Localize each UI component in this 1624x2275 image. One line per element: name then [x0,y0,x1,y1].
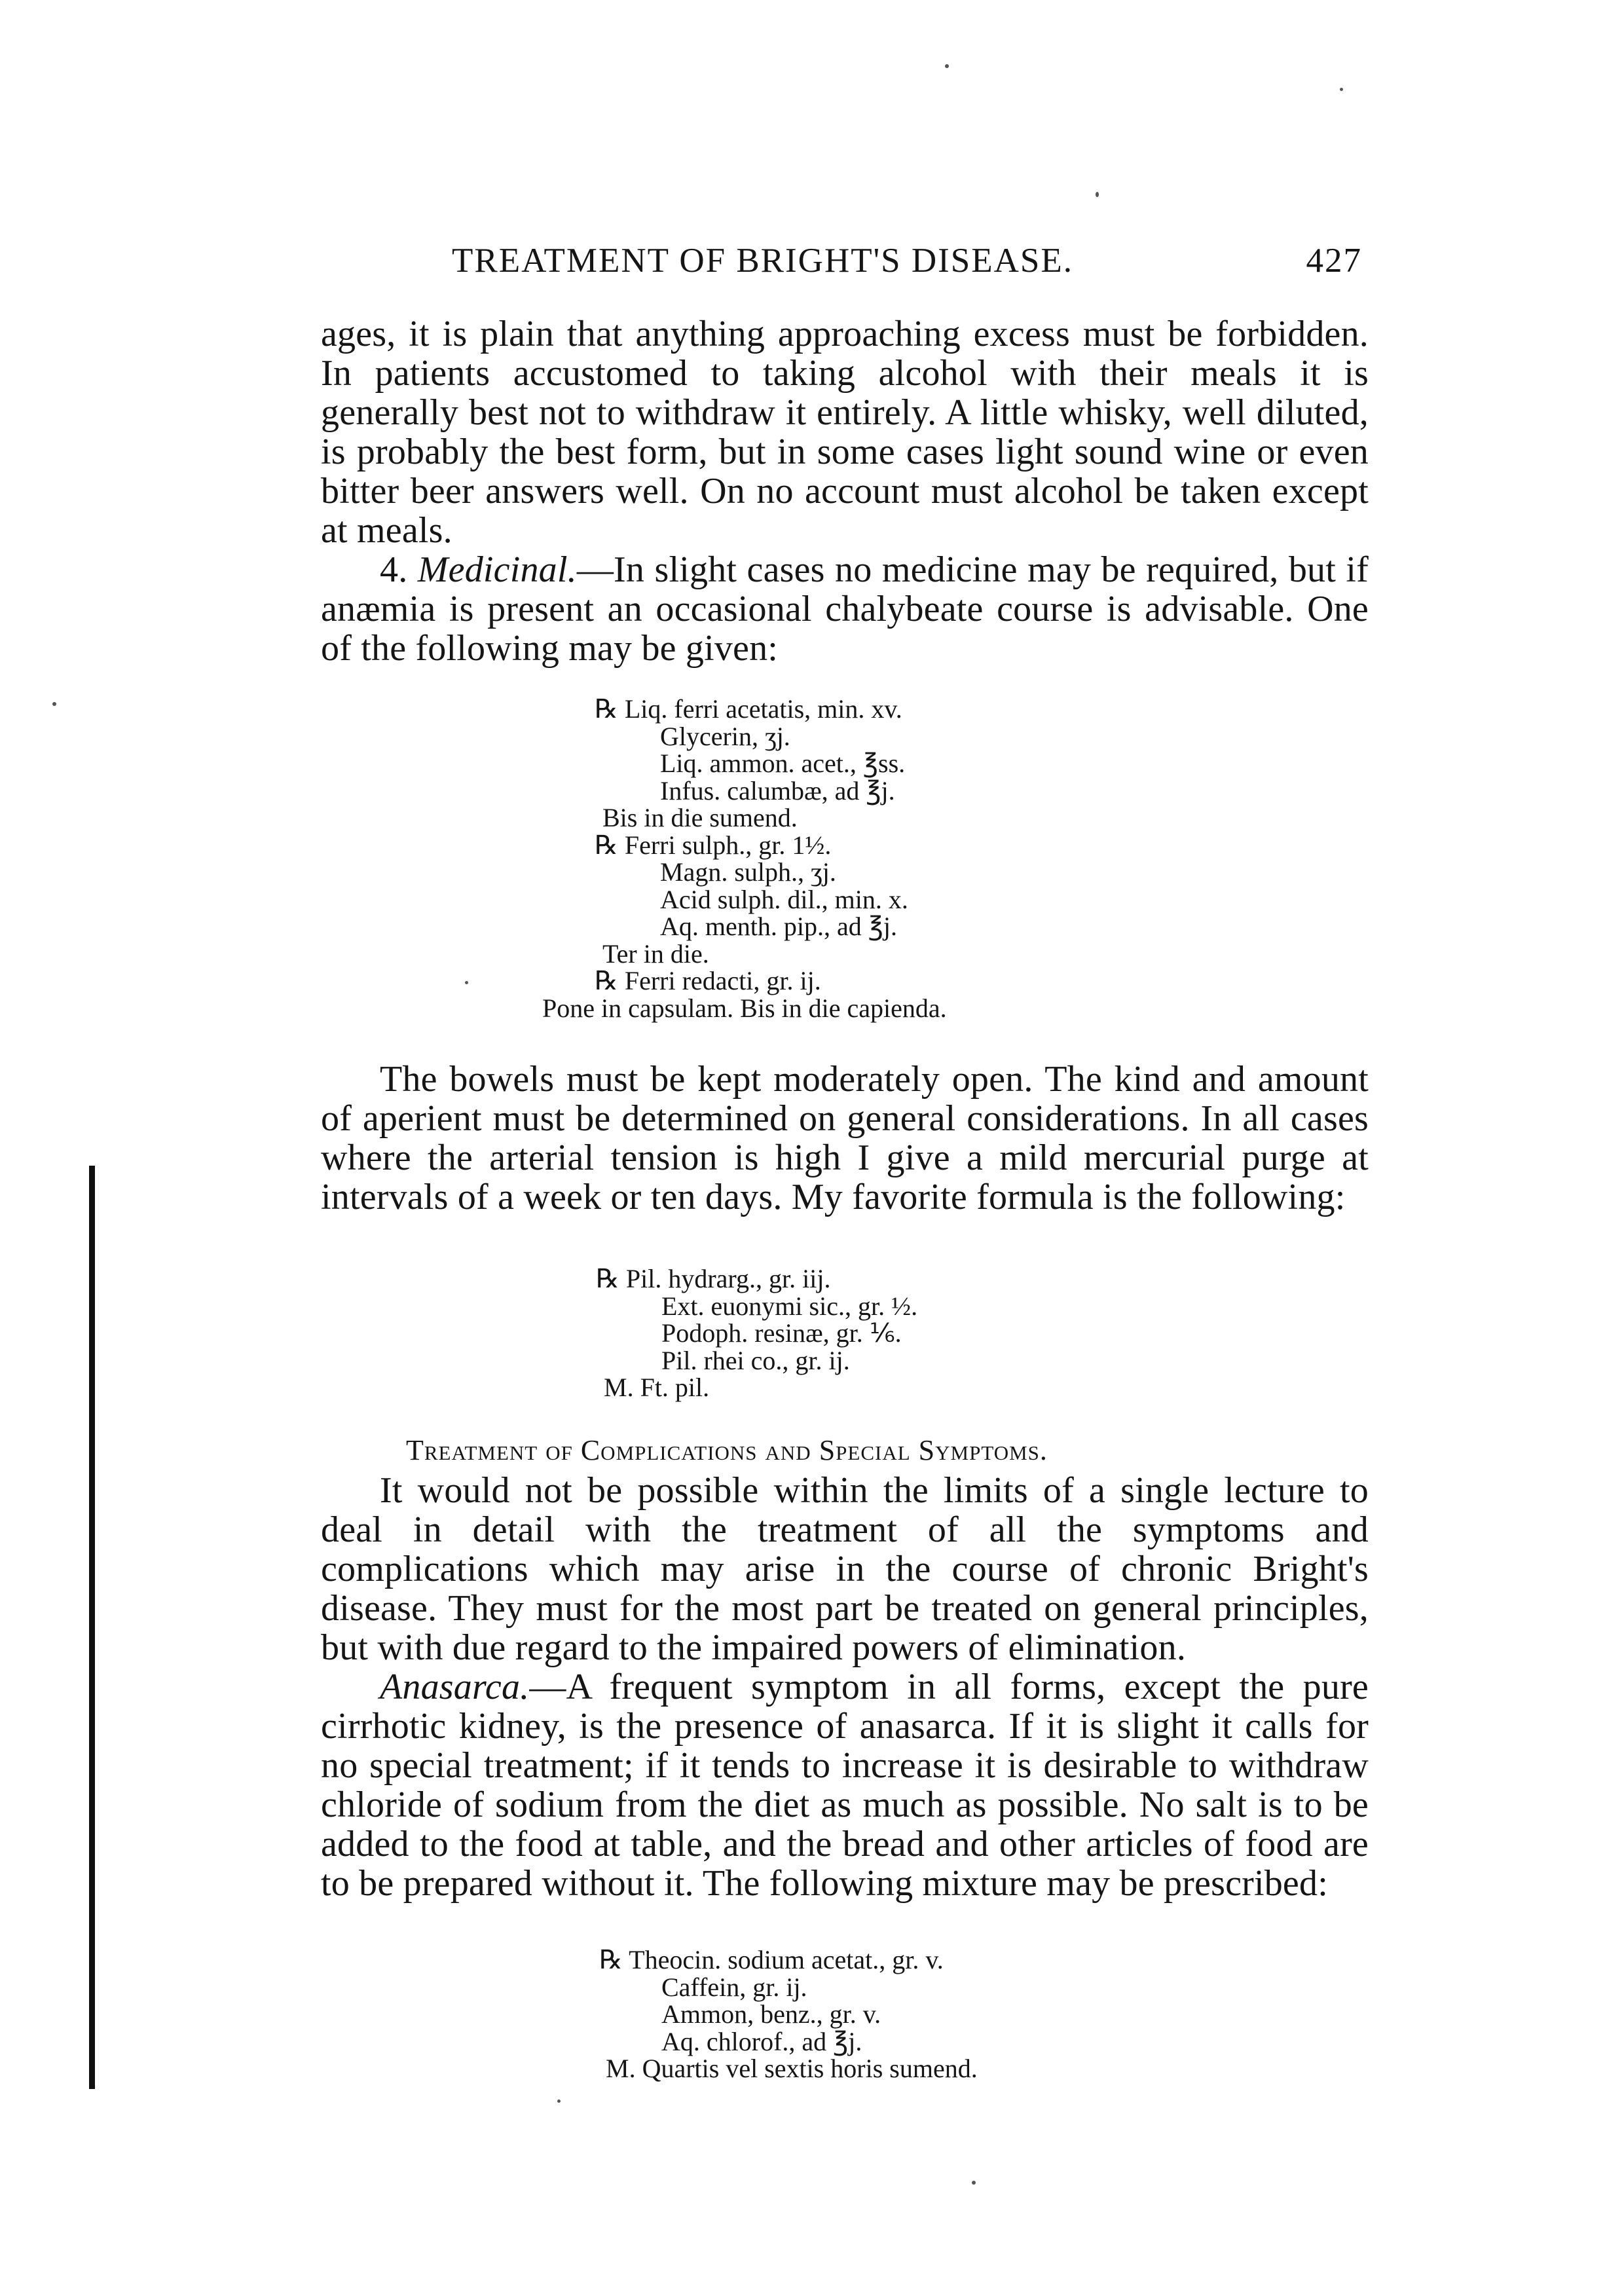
recipe-line: Glycerin, ʒj. [660,721,790,751]
recipe-line: M. Ft. pil. [604,1373,710,1402]
scan-speck [465,981,468,984]
paragraph-body: —In slight cases no medicine may be required, but if anæmia is present an occasional chalybeate course is advisable. One of the following may be given: [321,549,1369,669]
section-number: 4. [380,549,408,590]
subsection-label: Medicinal. [417,549,577,590]
recipe-line: Pil. rhei co., gr. ij. [661,1345,850,1375]
recipe-line: Aq. chlorof., ad ℥j. [661,2026,862,2056]
paragraph-text [321,1667,1369,1903]
recipe-line: ℞ Pil. hydrarg., gr. iij. [596,1264,831,1293]
paragraph-complications [321,1471,1369,1667]
paragraph-text: The bowels must be kept moderately open. The kind and amount of aperient must be determined on general considerations. In all cases where the arterial tension is high I give a mild mercurial purge at intervals of a week or ten days. My favorite formula is the following: [321,1059,1369,1217]
header-title: TREATMENT OF BRIGHT'S DISEASE. [452,242,1074,280]
scan-speck [1340,88,1343,91]
prescription-iron [542,695,947,1022]
scan-speck [945,64,949,68]
scan-speck [972,2181,976,2185]
scan-speck [52,702,56,706]
paragraph-text [321,550,1369,668]
section-heading: Treatment of Complications and Special Symptoms. [406,1434,1048,1466]
paragraph-anasarca [321,1667,1369,1903]
recipe-line: Ammon, benz., gr. v. [661,1999,881,2029]
recipe-line: Ext. euonymi sic., gr. ½. [661,1291,918,1321]
recipe-line: Caffein, gr. ij. [661,1972,807,2002]
binding-shadow-line [89,1166,95,2089]
recipe-line: Aq. menth. pip., ad ℥j. [660,912,897,941]
recipe-line: Acid sulph. dil., min. x. [660,884,908,914]
paragraph-text: It would not be possible within the limits of a single lecture to deal in detail with the treatment of all the symptoms and complications which may arise in the course of chronic Bright's disease. They must for the most part be treated on general principles, but with due regard to the impaired powers of elimination. [321,1470,1369,1668]
subsection-label: Anasarca. [380,1667,530,1707]
scan-speck [557,2099,561,2103]
paragraph-bowels [321,1060,1369,1217]
recipe-line: ℞ Ferri redacti, gr. ij. [595,966,821,995]
recipe-line: Ter in die. [602,938,709,969]
running-header [452,241,1369,287]
recipe-line: Liq. ammon. acet., ℥ss. [660,749,906,778]
paragraph-alcohol [321,314,1369,550]
recipe-line: ℞ Liq. ferri acetatis, min. xv. [595,694,902,724]
recipe-line: Bis in die sumend. [602,803,798,832]
scan-speck [1096,192,1099,197]
prescription-anasarca [599,1946,978,2082]
recipe-line: Infus. calumbæ, ad ℥j. [660,775,895,805]
recipe-line: Magn. sulph., ʒj. [660,857,836,887]
paragraph-text: ages, it is plain that anything approaching excess must be forbidden. In patients accustomed to taking alcohol with their meals it is generally best not to withdraw it entirely. A little whisky, well diluted, is probably the best form, but in some cases light sound wine or even bitter beer answers well. On no account must alcohol be taken except at meals. [321,314,1369,551]
prescription-purge [596,1265,917,1401]
recipe-line: M. Quartis vel sextis horis sumend. [606,2054,978,2083]
recipe-line: Pone in capsulam. Bis in die capienda. [542,993,947,1023]
recipe-line: ℞ Ferri sulph., gr. 1½. [595,830,832,860]
recipe-line: Podoph. resinæ, gr. ⅙. [661,1318,902,1348]
paragraph-medicinal [321,550,1369,668]
page-number: 427 [1306,242,1362,280]
paragraph-body: —A frequent symptom in all forms, except the pure cirrhotic kidney, is the presence of anasarca. If it is slight it calls for no special treatment; if it tends to increase it is desirable to withdraw chloride of sodium from the diet as much as possible. No salt is to be added to the food at table, and the bread and other articles of food are to be prepared without it. The following mixture may be prescribed: [321,1667,1369,1904]
recipe-line: ℞ Theocin. sodium acetat., gr. v. [599,1945,944,1974]
